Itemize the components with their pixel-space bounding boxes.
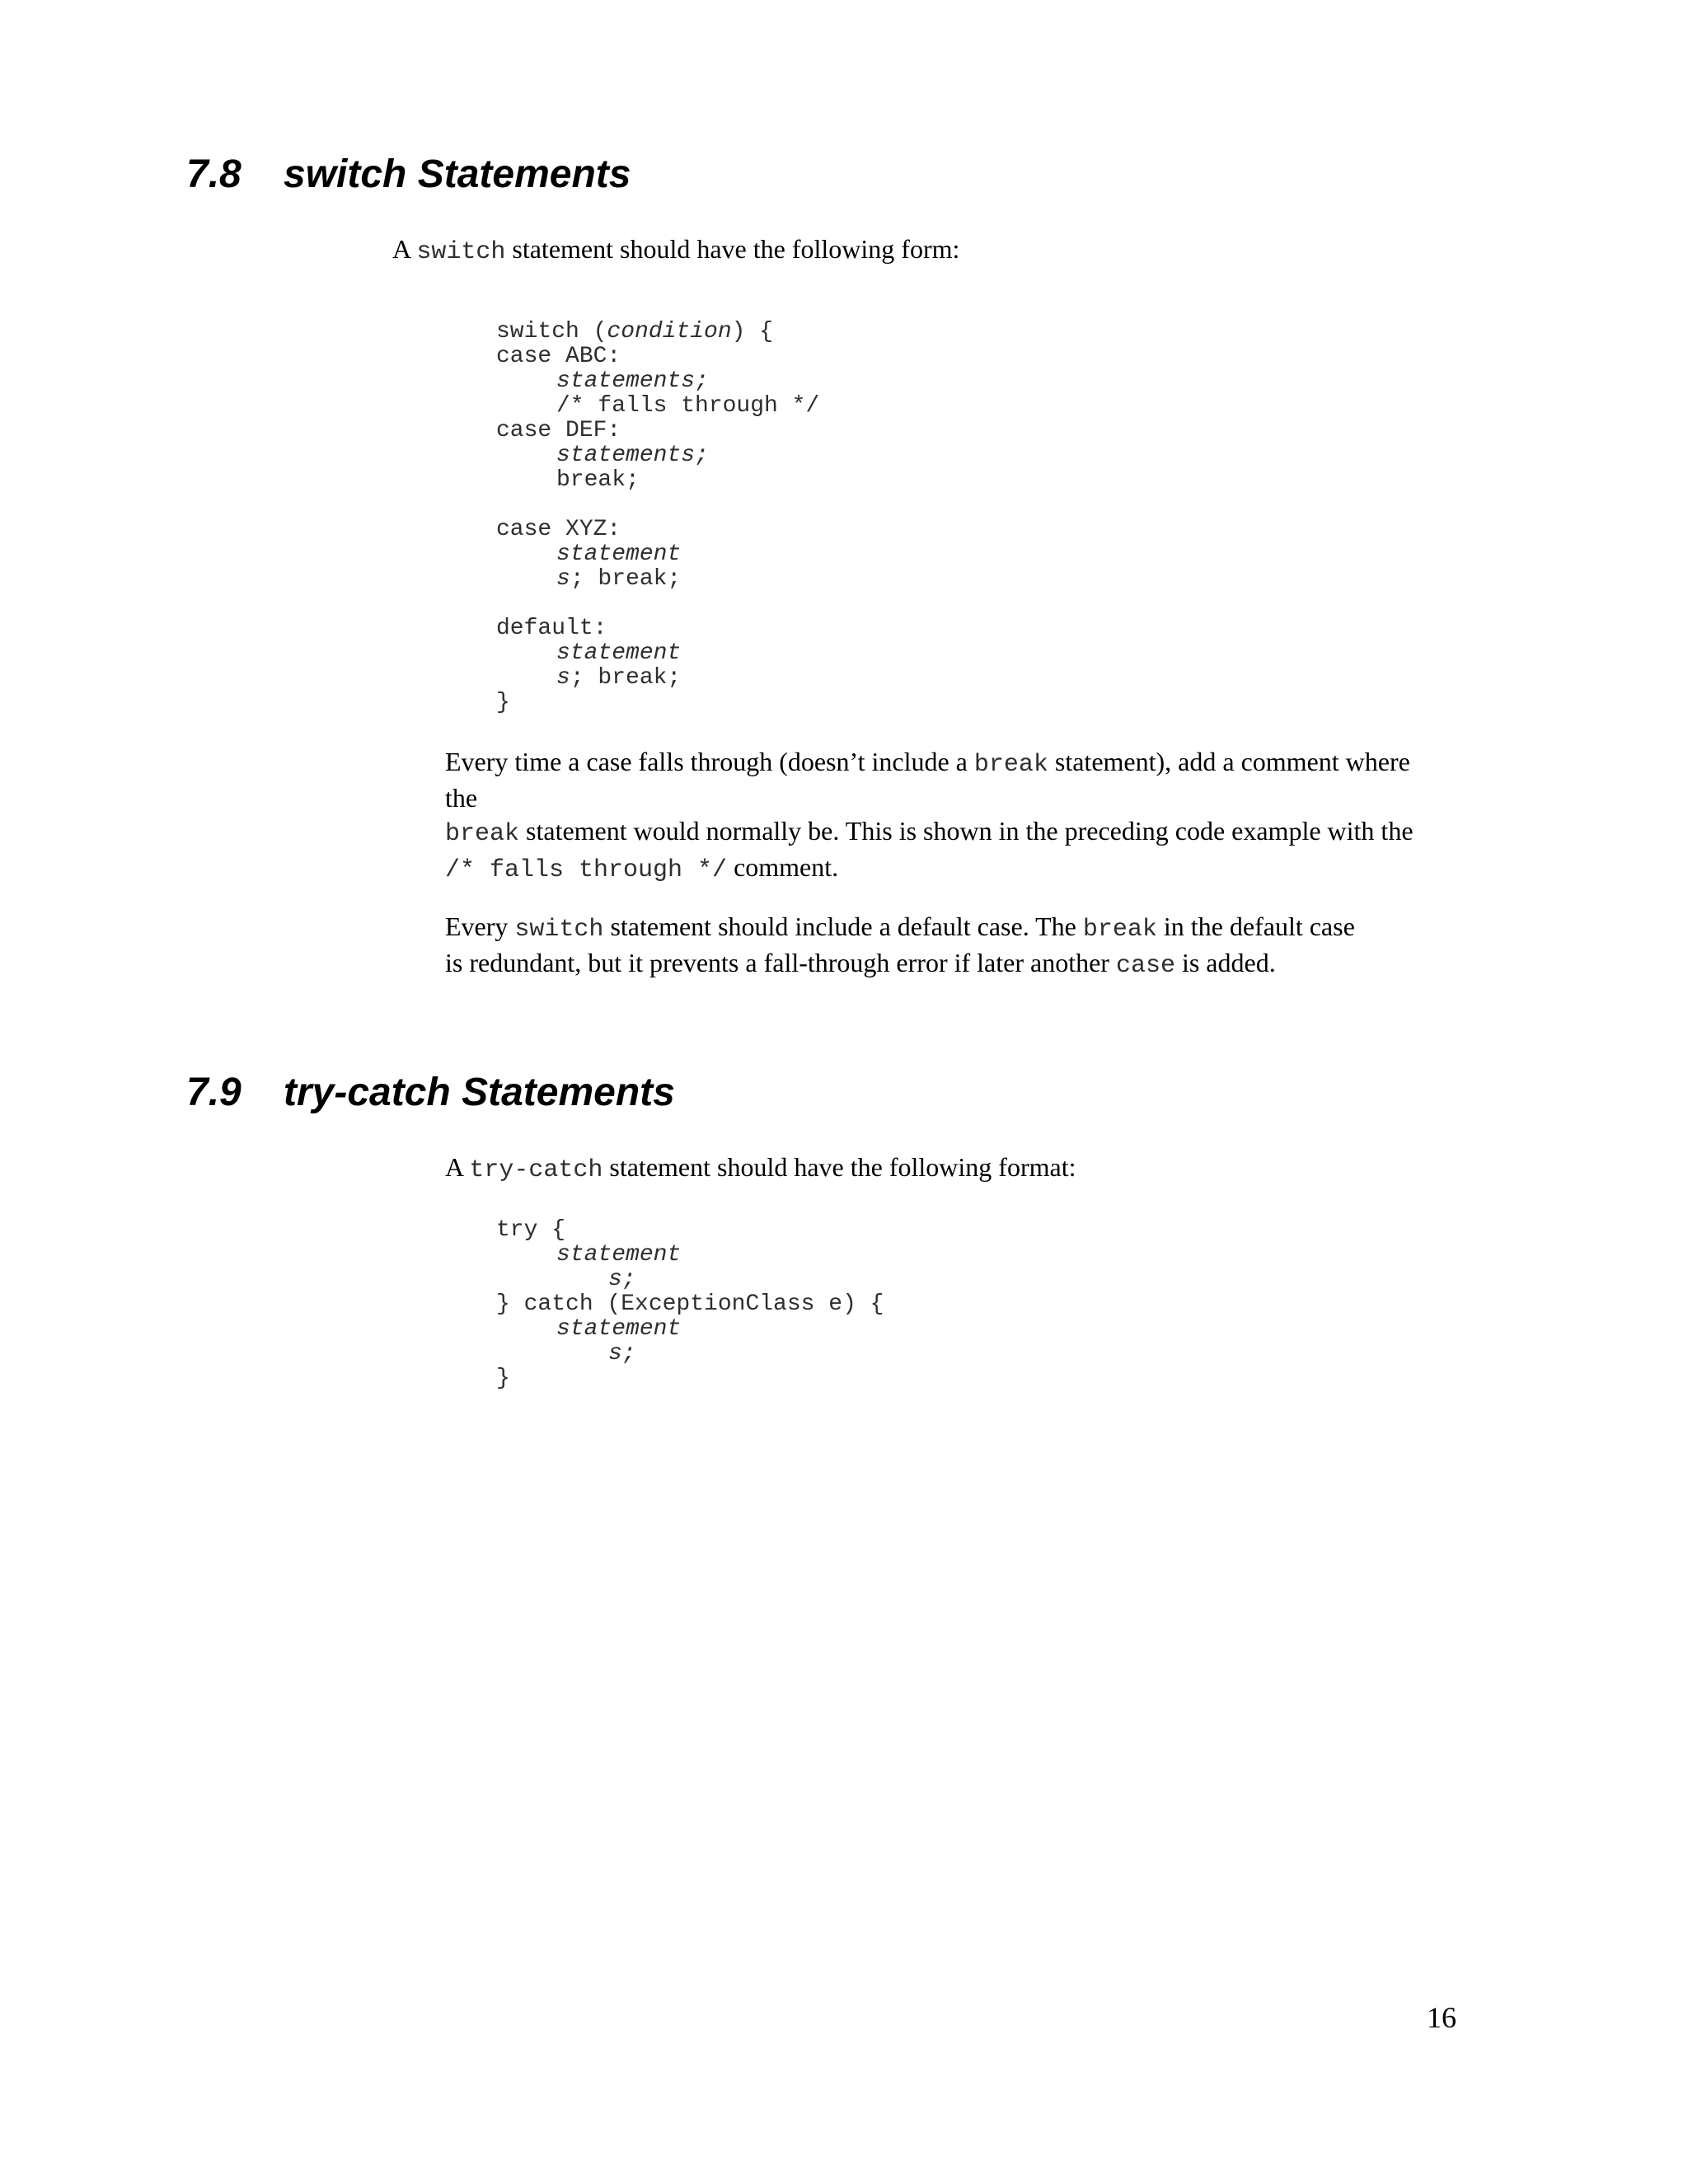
page-number: 16 (1427, 2001, 1456, 2034)
code-line: case ABC: (496, 344, 621, 369)
section-title: switch Statements (284, 152, 631, 196)
code-line: /* falls through */ (556, 393, 820, 419)
inline-code: break (1082, 916, 1157, 944)
code-line: statement (556, 1242, 682, 1268)
code-line: break; (556, 467, 640, 493)
section-number: 7.8 (186, 152, 241, 196)
inline-code: break (445, 820, 520, 848)
code-line: case DEF: (496, 418, 621, 443)
code-line: try { (496, 1217, 566, 1243)
code-line: } catch (ExceptionClass e) { (496, 1291, 884, 1317)
code-line: statement (556, 640, 682, 666)
intro-text: statement should have the following form: (505, 234, 960, 264)
code-line: statement (556, 541, 682, 567)
code-line: switch (condition) { (496, 319, 774, 344)
switch-intro-paragraph (392, 232, 959, 269)
switch-code-example (496, 320, 819, 715)
section-title: try-catch Statements (284, 1071, 675, 1114)
inline-code: case (1115, 952, 1175, 980)
inline-code: switch (416, 238, 506, 266)
code-line: s; (608, 1341, 636, 1366)
code-line: } (496, 1366, 510, 1391)
fall-through-paragraph: Every time a case falls through (doesn’t include a break statement), add a comment where the break statement would normally be. This is shown in the preceding code example with the /* falls through */ comment. (445, 747, 1414, 884)
section-number: 7.9 (186, 1071, 241, 1114)
inline-code: try-catch (469, 1156, 603, 1184)
code-blank-line (496, 493, 819, 518)
section-heading-7-9 (186, 1073, 675, 1113)
try-catch-code-example (496, 1218, 884, 1391)
code-line: statement (556, 1316, 682, 1342)
inline-code: break (973, 751, 1048, 779)
try-catch-intro-paragraph: A try-catch statement should have the following format: (445, 1152, 1076, 1184)
code-line: s; break; (556, 665, 682, 691)
section-heading-7-8 (186, 152, 631, 196)
code-line: case XYZ: (496, 517, 621, 542)
code-line: statements; (556, 368, 709, 394)
inline-code: switch (514, 916, 604, 944)
code-line: s; break; (556, 566, 682, 592)
code-line: } (496, 690, 510, 715)
inline-code: /* falls through */ (445, 856, 728, 884)
code-line: default: (496, 616, 607, 641)
code-line: statements; (556, 443, 709, 468)
default-case-paragraph: Every switch statement should include a default case. The break in the default case is redundant, but it prevents a fall-through error if later another case is added. (445, 912, 1355, 980)
code-blank-line (496, 592, 819, 616)
code-line: s; (608, 1267, 636, 1292)
intro-text: A (392, 234, 417, 264)
